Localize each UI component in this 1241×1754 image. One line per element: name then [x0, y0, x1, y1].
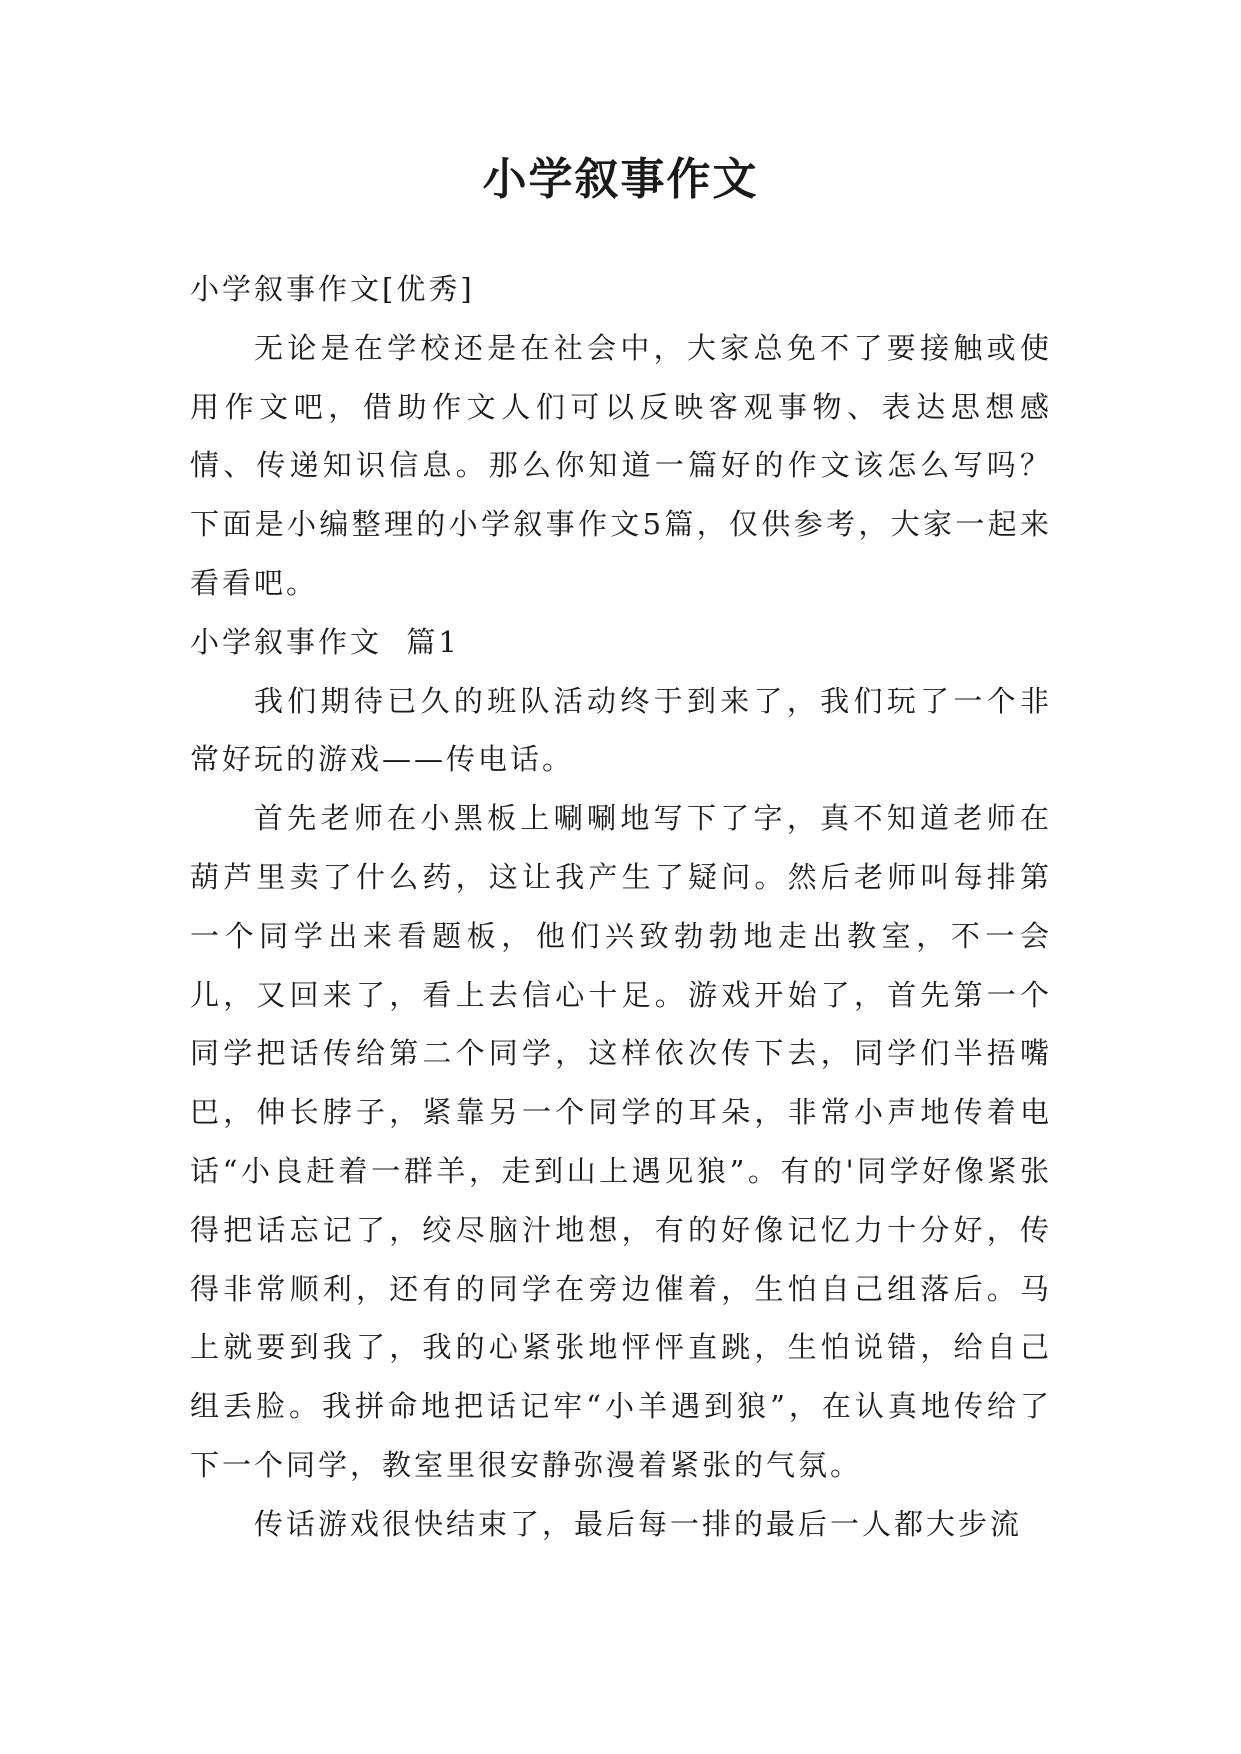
- section-heading: 小学叙事作文 篇1: [190, 624, 460, 659]
- intro-paragraph: 无论是在学校还是在社会中，大家总免不了要接触或使用作文吧，借助作文人们可以反映客观事物、表达思想感情、传递知识信息。那么你知道一篇好的作文该怎么写吗？下面是小编整理的小学叙事作文5篇，仅供参考，大家一起来看看吧。: [190, 330, 1052, 600]
- body-paragraph: 我们期待已久的班队活动终于到来了，我们玩了一个非常好玩的游戏——传电话。: [190, 683, 1052, 777]
- document-title: 小学叙事作文: [482, 154, 759, 205]
- document-subtitle: 小学叙事作文[优秀]: [190, 272, 475, 306]
- body-paragraph: 传话游戏很快结束了，最后每一排的最后一人都大步流: [254, 1506, 1023, 1541]
- body-paragraph: 首先老师在小黑板上唰唰地写下了字，真不知道老师在葫芦里卖了什么药，这让我产生了疑问。然后老师叫每排第一个同学出来看题板，他们兴致勃勃地走出教室，不一会儿，又回来了，看上去信心十足。游戏开始了，首先第一个同学把话传给第二个同学，这样依次传下去，同学们半捂嘴巴，伸长脖子，紧靠另一个同学的耳朵，非常小声地传着电话“小良赶着一群羊，走到山上遇见狼”。有的'同学好像紧张得把话忘记了，绞尽脑汁地想，有的好像记忆力十分好，传得非常顺利，还有的同学在旁边催着，生怕自己组落后。马上就要到我了，我的心紧张地怦怦直跳，生怕说错，给自己组丢脸。我拼命地把话记牢“小羊遇到狼”，在认真地传给了下一个同学，教室里很安静弥漫着紧张的气氛。: [190, 801, 1052, 1482]
- document-body: [190, 260, 1052, 1554]
